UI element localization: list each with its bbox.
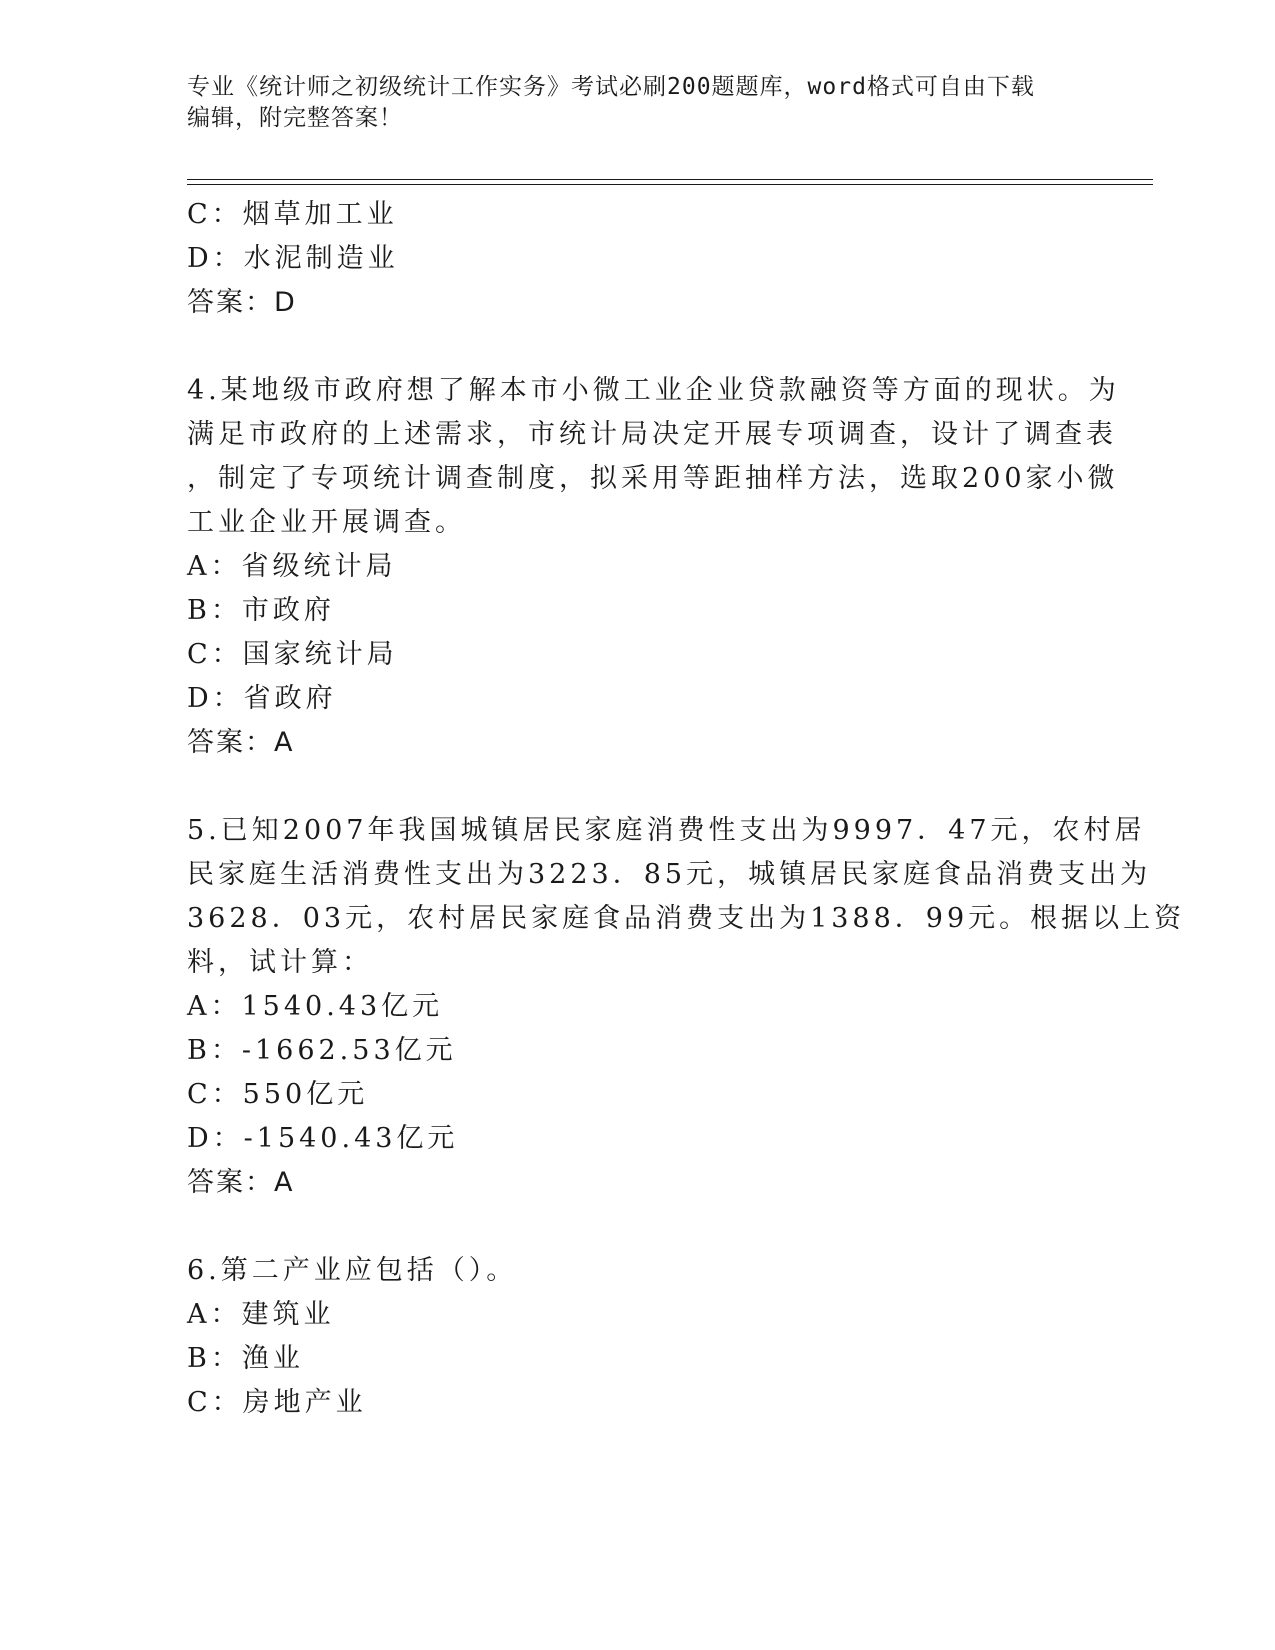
option-a: A：省级统计局 bbox=[187, 551, 397, 582]
option-d: D：水泥制造业 bbox=[187, 243, 399, 274]
header-rule-bottom bbox=[187, 184, 1153, 185]
question-stem-line: 5.已知2007年我国城镇居民家庭消费性支出为9997．47元，农村居 bbox=[187, 815, 1146, 846]
option-c: C：房地产业 bbox=[187, 1387, 367, 1418]
question-stem-line: 3628．03元，农村居民家庭食品消费支出为1388．99元。根据以上资 bbox=[187, 903, 1186, 934]
question-stem-line: 民家庭生活消费性支出为3223．85元，城镇居民家庭食品消费支出为 bbox=[187, 859, 1152, 890]
question-stem-line: 料，试计算： bbox=[187, 947, 373, 978]
header-line-1: 专业《统计师之初级统计工作实务》考试必刷200题题库，word格式可自由下载 bbox=[187, 74, 1035, 100]
answer: 答案：D bbox=[187, 287, 297, 318]
question-stem-line: 满足市政府的上述需求，市统计局决定开展专项调查，设计了调查表 bbox=[187, 419, 1117, 450]
option-b: B：-1662.53亿元 bbox=[187, 1035, 457, 1066]
question-stem-line: 4.某地级市政府想了解本市小微工业企业贷款融资等方面的现状。为 bbox=[187, 375, 1120, 406]
document-header bbox=[187, 72, 1087, 134]
answer: 答案：A bbox=[187, 1167, 295, 1198]
question-stem-line: ，制定了专项统计调查制度，拟采用等距抽样方法，选取200家小微 bbox=[187, 463, 1119, 494]
question-stem-line: 工业企业开展调查。 bbox=[187, 507, 466, 538]
header-line-2: 编辑，附完整答案！ bbox=[187, 105, 403, 131]
option-c: C：国家统计局 bbox=[187, 639, 398, 670]
header-rule-top bbox=[187, 179, 1153, 180]
option-c: C：烟草加工业 bbox=[187, 199, 398, 230]
question-stem-line: 6.第二产业应包括（）。 bbox=[187, 1255, 518, 1286]
option-d: D：-1540.43亿元 bbox=[187, 1123, 459, 1154]
option-d: D：省政府 bbox=[187, 683, 337, 714]
option-a: A：1540.43亿元 bbox=[187, 991, 444, 1022]
option-c: C：550亿元 bbox=[187, 1079, 369, 1110]
option-a: A：建筑业 bbox=[187, 1299, 335, 1330]
option-b: B：渔业 bbox=[187, 1343, 304, 1374]
answer: 答案：A bbox=[187, 727, 295, 758]
option-b: B：市政府 bbox=[187, 595, 335, 626]
